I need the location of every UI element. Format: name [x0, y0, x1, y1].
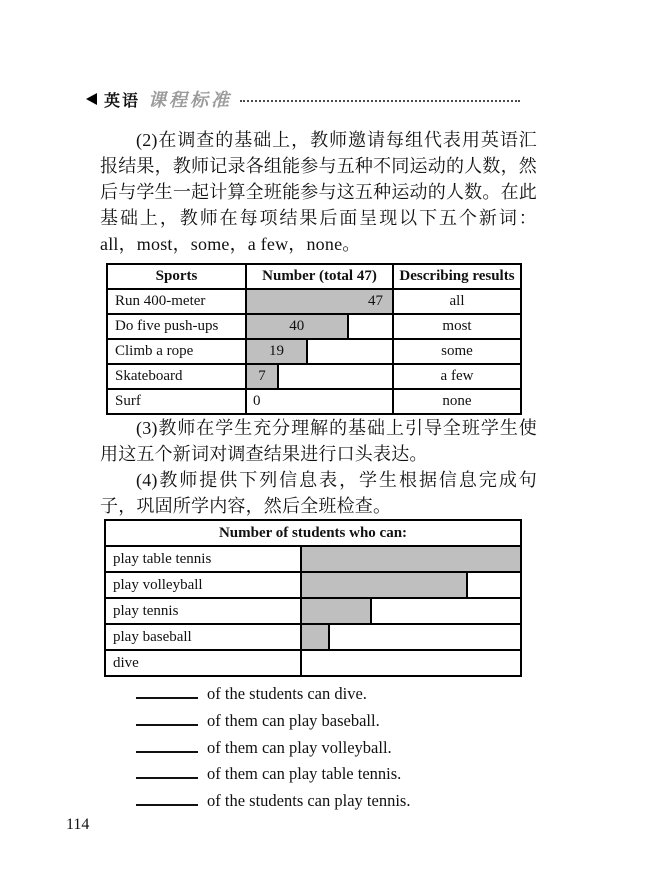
count-bar [302, 599, 372, 623]
answer-blank [136, 710, 198, 726]
table-row [105, 572, 521, 598]
page-number: 114 [66, 816, 90, 833]
table-header-row [107, 264, 521, 289]
activity-label: play table tennis [105, 546, 301, 572]
result-label: none [393, 389, 521, 414]
count-bar [302, 547, 520, 571]
section-title: 英语 [104, 92, 141, 110]
table-row [107, 314, 521, 339]
information-table [104, 519, 522, 677]
table-row [105, 598, 521, 624]
col-header-describing: Describing results [393, 264, 521, 289]
sentence-line [136, 761, 410, 788]
paragraph-2-block [100, 127, 537, 257]
running-head [86, 86, 520, 112]
sport-label: Climb a rope [107, 339, 246, 364]
section-triangle-icon [86, 93, 97, 105]
sentence-line [136, 788, 410, 815]
sentence-text: of them can play volleyball. [207, 737, 392, 757]
paragraph-3-4-block [100, 415, 537, 519]
paragraph-2: (2)在调查的基础上，教师邀请每组代表用英语汇报结果，教师记录各组能参与五种不同运动的人数，然后与学生一起计算全班能参与这五种运动的人数。在此基础上，教师在每项结果后面呈现以下五个新词：all，most，some，a few，none。 [100, 130, 537, 254]
activity-label: dive [105, 650, 301, 676]
number-bar [247, 365, 279, 388]
activity-label: play volleyball [105, 572, 301, 598]
sentence-text: of them can play table tennis. [207, 764, 402, 784]
table-row [105, 546, 521, 572]
table-title-row [105, 520, 521, 546]
survey-results-table [106, 263, 522, 415]
table-row [107, 364, 521, 389]
answer-blank [136, 763, 198, 779]
number-bar [247, 340, 308, 363]
paragraph-4: (4)教师提供下列信息表，学生根据信息完成句子，巩固所学内容，然后全班检查。 [100, 470, 537, 516]
count-bar [302, 573, 468, 597]
sentence-line [136, 681, 410, 708]
result-label: some [393, 339, 521, 364]
table-row [105, 624, 521, 650]
count-bar [302, 625, 330, 649]
sport-label: Do five push-ups [107, 314, 246, 339]
table-row [107, 389, 521, 414]
sport-label: Skateboard [107, 364, 246, 389]
number-bar [247, 290, 392, 313]
sport-label: Surf [107, 389, 246, 414]
paragraph-3: (3)教师在学生充分理解的基础上引导全班学生使用这五个新词对调查结果进行口头表达。 [100, 418, 537, 464]
number-value: 7 [258, 368, 266, 384]
sentence-line [136, 708, 410, 735]
col-header-number: Number (total 47) [246, 264, 393, 289]
answer-blank [136, 737, 198, 753]
number-value: 47 [368, 293, 383, 309]
info-table-title: Number of students who can: [105, 520, 521, 546]
sentence-text: of the students can dive. [207, 684, 367, 703]
result-label: most [393, 314, 521, 339]
table-row [107, 289, 521, 314]
answer-blank [136, 683, 198, 699]
sentence-text: of them can play baseball. [207, 710, 380, 730]
number-value: 0 [253, 393, 261, 409]
sport-label: Run 400-meter [107, 289, 246, 314]
sentence-text: of the students can play tennis. [207, 791, 411, 811]
header-dotted-rule [240, 100, 520, 102]
section-subtitle: 课程标准 [148, 90, 233, 110]
answer-blank [136, 790, 198, 806]
number-value: 19 [268, 343, 284, 359]
table-row [105, 650, 521, 676]
activity-label: play tennis [105, 598, 301, 624]
result-label: a few [393, 364, 521, 389]
fill-in-sentences [136, 681, 410, 815]
number-value: 40 [289, 318, 305, 334]
table-row [107, 339, 521, 364]
number-bar [247, 315, 349, 338]
col-header-sports: Sports [107, 264, 246, 289]
activity-label: play baseball [105, 624, 301, 650]
result-label: all [393, 289, 521, 314]
sentence-line [136, 735, 410, 762]
